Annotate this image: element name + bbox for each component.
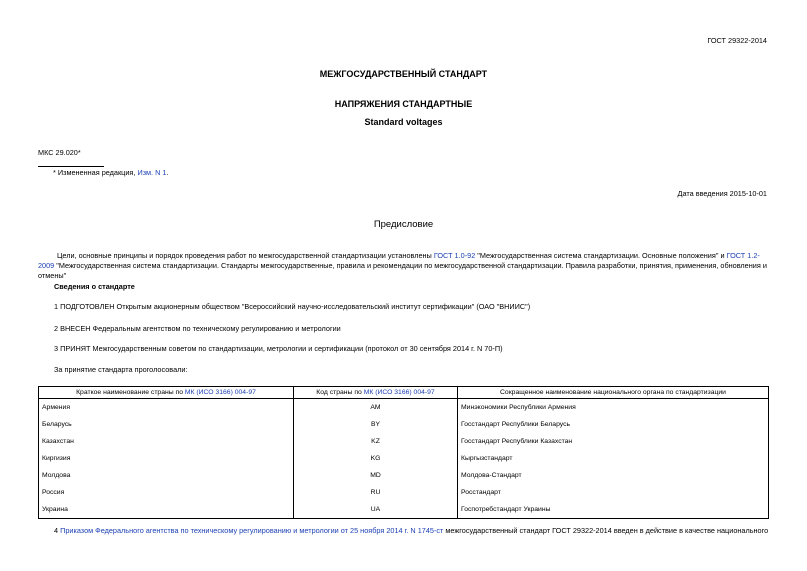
country-cell: Россия (39, 484, 294, 501)
preface-text-a: Цели, основные принципы и порядок проведения работ по межгосударственной стандартизации установлены (57, 251, 434, 260)
table-row (39, 501, 769, 519)
footnote (53, 168, 169, 178)
table-row (39, 416, 769, 433)
body-cell: Госпотребстандарт Украины (458, 501, 769, 519)
footnote-end: . (166, 168, 169, 177)
gost-1-0-link[interactable]: ГОСТ 1.0-92 (433, 251, 476, 260)
info-item-2: 2 ВНЕСЕН Федеральным агентством по техническому регулированию и метрологии (54, 324, 341, 333)
code-cell: UA (294, 501, 458, 519)
item4-number: 4 (54, 526, 61, 535)
page-title-english: Standard voltages (364, 117, 443, 127)
column-header-country (39, 387, 294, 399)
info-item-4 (54, 526, 768, 536)
table-row (39, 484, 769, 501)
code-cell: KZ (294, 433, 458, 450)
country-cell: Киргизия (39, 450, 294, 467)
body-cell: Росстандарт (458, 484, 769, 501)
country-cell: Украина (39, 501, 294, 519)
body-cell: Минэкономики Республики Армения (458, 399, 769, 417)
mk-iso-link[interactable]: МК (ИСО 3166) 004-97 (184, 389, 256, 396)
info-heading: Сведения о стандарте (54, 282, 135, 291)
country-cell: Беларусь (39, 416, 294, 433)
preface-heading: Предисловие (373, 219, 434, 230)
country-cell: Казахстан (39, 433, 294, 450)
column-header-code (294, 387, 458, 399)
column-header-code-text: Код страны по (316, 389, 364, 396)
code-cell: MD (294, 467, 458, 484)
item4-text: межгосударственный стандарт ГОСТ 29322-2014 введен в действие в качестве национального (443, 526, 769, 535)
body-cell: Молдова-Стандарт (458, 467, 769, 484)
column-header-body: Сокращенное наименование национального органа по стандартизации (458, 387, 769, 399)
preface-text-c: "Межгосударственная система стандартизации. Стандарты межгосударственные, правила и рекомендации по межгосударственной стандартизации. Правила разработки, принятия, применения, обновления и отмены" (38, 261, 767, 280)
order-link[interactable]: Приказом Федерального агентства по техническому регулированию и метрологии от 25 ноября 2014 г. N 1745-ст (60, 526, 444, 535)
code-cell: BY (294, 416, 458, 433)
table-row (39, 467, 769, 484)
page-title: НАПРЯЖЕНИЯ СТАНДАРТНЫЕ (334, 99, 473, 109)
preface-paragraph (38, 251, 770, 281)
preface-text-b: "Межгосударственная система стандартизации. Основные положения" и (475, 251, 727, 260)
intro-date: Дата введения 2015-10-01 (677, 189, 767, 198)
footnote-divider (38, 166, 104, 167)
table-row (39, 450, 769, 467)
body-cell: Госстандарт Республики Беларусь (458, 416, 769, 433)
standard-type: МЕЖГОСУДАРСТВЕННЫЙ СТАНДАРТ (319, 69, 488, 79)
country-cell: Армения (39, 399, 294, 417)
body-cell: Кыргызстандарт (458, 450, 769, 467)
gost-1-2-link[interactable]: ГОСТ 1.2-2009 (38, 251, 760, 270)
body-cell: Госстандарт Республики Казахстан (458, 433, 769, 450)
code-cell: RU (294, 484, 458, 501)
column-header-country-text: Краткое наименование страны по (76, 389, 185, 396)
amendment-link[interactable]: Изм. N 1 (137, 168, 167, 177)
mk-iso-link[interactable]: МК (ИСО 3166) 004-97 (363, 389, 435, 396)
table-row (39, 433, 769, 450)
doc-code: ГОСТ 29322-2014 (707, 36, 767, 45)
code-cell: KG (294, 450, 458, 467)
voted-label: За принятие стандарта проголосовали: (54, 365, 188, 374)
table-header-row (39, 387, 769, 399)
table-row (39, 399, 769, 417)
country-cell: Молдова (39, 467, 294, 484)
code-cell: AM (294, 399, 458, 417)
info-item-1: 1 ПОДГОТОВЛЕН Открытым акционерным обществом "Всероссийский научно-исследовательский институт сертификации" (ОАО "ВНИИС") (54, 302, 531, 311)
info-item-3: 3 ПРИНЯТ Межгосударственным советом по стандартизации, метрологии и сертификации (протокол от 30 сентября 2014 г. N 70-П) (54, 344, 503, 353)
mks-code: МКС 29.020* (38, 148, 81, 157)
voting-states-table (38, 386, 769, 519)
footnote-text: * Измененная редакция, (53, 168, 138, 177)
